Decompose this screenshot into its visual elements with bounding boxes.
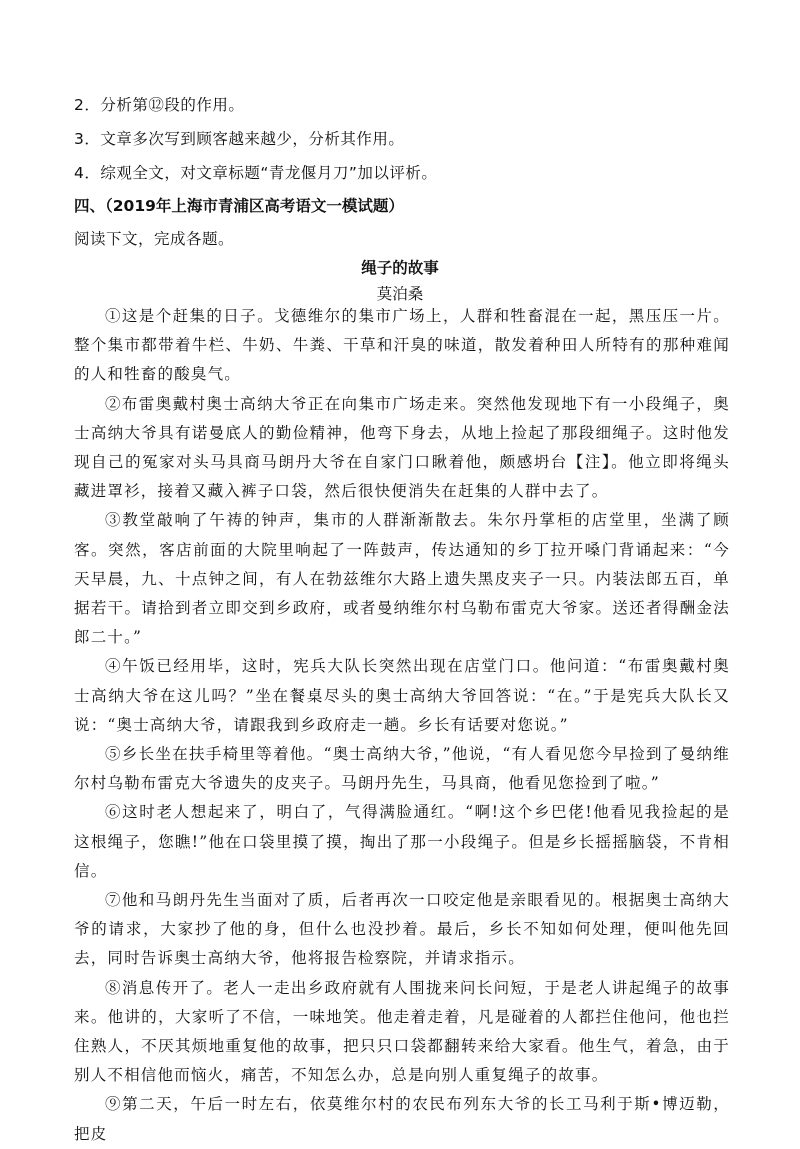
paragraph-2: ②布雷奥戴村奥士高纳大爷正在向集市广场走来。突然他发现地下有一小段绳子，奥士高纳大爷具有诺曼底人的勤俭精神，他弯下身去，从地上捡起了那段细绳子。这时他发现自己的冤家对头马具商马朗丹大爷在自家门口瞅着他，颇感坍台【注】。他立即将绳头藏进罩衫，接着又藏入裤子口袋，然后很快便消失在赶集的人群中去了。 [74, 394, 730, 501]
paragraph-1: ①这是个赶集的日子。戈德维尔的集市广场上，人群和牲畜混在一起，黑压压一片。整个集市都带着牛栏、牛奶、牛粪、干草和汗臭的味道，散发着种田人所特有的那种难闻的人和牲畜的酸臭气。 [74, 307, 730, 384]
paragraph-7: ⑦他和马朗丹先生当面对了质，后者再次一口咬定他是亲眼看见的。根据奥士高纳大爷的请求，大家抄了他的身，但什么也没抄着。最后，乡长不知如何处理，便叫他先回去，同时告诉奥士高纳大爷，他将报告检察院，并请求指示。 [74, 891, 730, 968]
question-3: 3．文章多次写到顾客越来越少，分析其作用。 [74, 130, 405, 148]
paragraph-4: ④午饭已经用毕，这时，宪兵大队长突然出现在店堂门口。他问道：“布雷奥戴村奥士高纳大爷在这儿吗？”坐在餐桌尽头的奥士高纳大爷回答说：“在。”于是宪兵大队长又说：“奥士高纳大爷，请跟我到乡政府走一趟。乡长有话要对您说。” [74, 657, 730, 734]
paragraph-8: ⑧消息传开了。老人一走出乡政府就有人围拢来问长问短，于是老人讲起绳子的故事来。他讲的，大家听了不信，一味地笑。他走着走着，凡是碰着的人都拦住他问，他也拦住熟人，不厌其烦地重复他的故事，把只只口袋都翻转来给大家看。他生气，着急，由于别人不相信他而恼火，痛苦，不知怎么办，总是向别人重复绳子的故事。 [74, 978, 730, 1085]
paragraph-3: ③教堂敲响了午祷的钟声，集市的人群渐渐散去。朱尔丹掌柜的店堂里，坐满了顾客。突然，客店前面的大院里响起了一阵鼓声，传达通知的乡丁拉开嗓门背诵起来：“今天早晨，九、十点钟之间，有人在勃兹维尔大路上遗失黑皮夹子一只。内装法郎五百，单据若干。请拾到者立即交到乡政府，或者曼纳维尔村乌勒布雷克大爷家。送还者得酬金法郎二十。” [74, 511, 730, 647]
article-body [74, 302, 730, 1149]
article-title: 绳子的故事 [361, 259, 439, 277]
paragraph-9: ⑨第二天，午后一时左右，依莫维尔村的农民布列东大爷的长工马利于斯•博迈勒，把皮 [74, 1095, 730, 1143]
section-instruction: 阅读下文，完成各题。 [74, 230, 235, 248]
question-4: 4．综观全文，对文章标题“青龙偃月刀”加以评析。 [74, 164, 438, 182]
paragraph-5: ⑤乡长坐在扶手椅里等着他。“奥士高纳大爷，”他说，“有人看见您今早捡到了曼纳维尔村乌勒布雷克大爷遗失的皮夹子。马朗丹先生，马具商，他看见您捡到了啦。” [74, 745, 730, 793]
question-2: 2．分析第⑫段的作用。 [74, 96, 245, 114]
section-heading: 四、（2019年上海市青浦区高考语文一模试题） [74, 197, 404, 215]
paragraph-6: ⑥这时老人想起来了，明白了，气得满脸通红。“啊!这个乡巴佬!他看见我捡起的是这根绳子，您瞧!”他在口袋里摸了摸，掏出了那一小段绳子。但是乡长摇摇脑袋，不肯相信。 [74, 803, 730, 880]
article-author: 莫泊桑 [376, 285, 424, 303]
